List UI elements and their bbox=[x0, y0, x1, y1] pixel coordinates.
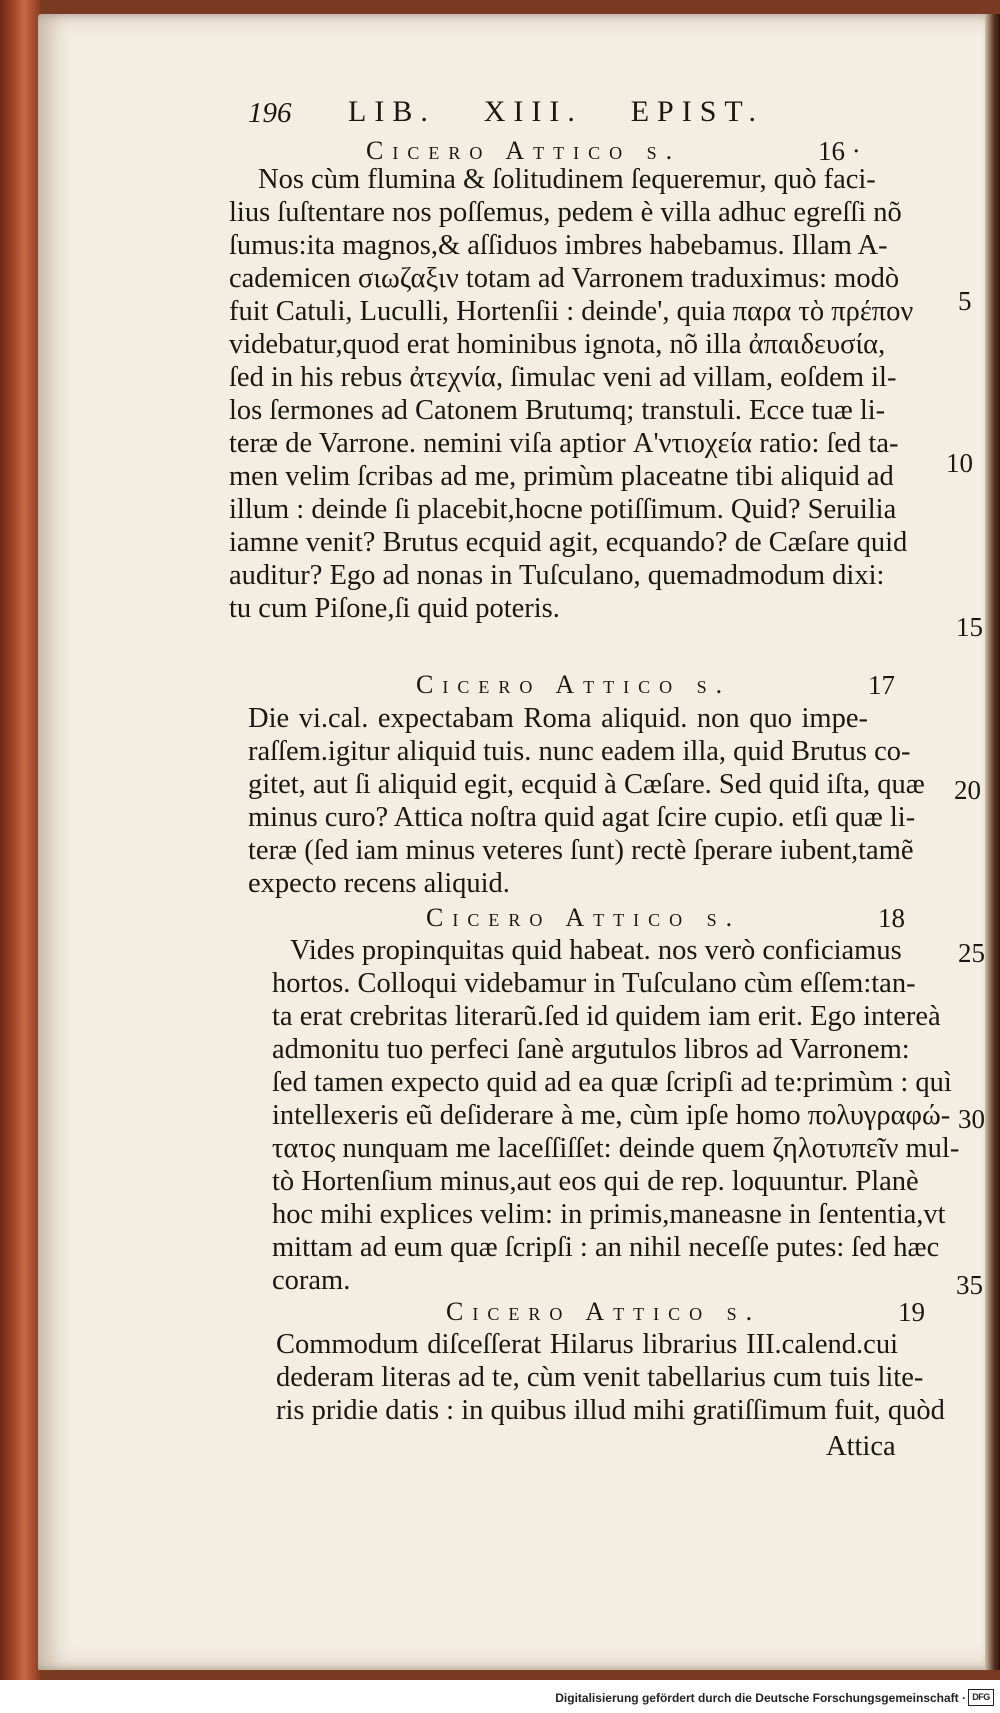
text-line: cademicen σιωζαξιν totam ad Varronem traduximus: modò bbox=[229, 263, 900, 294]
text-line: Vides propinquitas quid habeat. nos verò conficiamus bbox=[290, 935, 902, 966]
text-line: dederam literas ad te, cùm venit tabellarius cum tuis lite- bbox=[276, 1362, 924, 1393]
text-line: lius ſuſtentare nos poſſemus, pedem è villa adhuc egreſſi nõ bbox=[229, 197, 902, 228]
text-line: Commodum diſceſſerat Hilarus librarius III.calend.cui bbox=[276, 1329, 898, 1360]
page-number: 196 bbox=[248, 97, 292, 129]
text-line: iamne venit? Brutus ecquid agit, ecquando? de Cæſare quid bbox=[229, 527, 908, 558]
letter-heading: Cicero Attico s. bbox=[446, 1297, 762, 1326]
letter-number: 17 bbox=[868, 670, 895, 700]
letter-number: 19 bbox=[898, 1297, 925, 1327]
text-line: gitet, aut ſi aliquid egit, ecquid à Cæſare. Sed quid iſta, quæ bbox=[248, 769, 925, 800]
letter-number: 18 bbox=[878, 903, 905, 933]
footer-credit: Digitalisierung gefördert durch die Deutsche Forschungsgemeinschaft · bbox=[555, 1691, 966, 1705]
text-line: mittam ad eum quæ ſcripſi : an nihil neceſſe putes: ſed hæc bbox=[272, 1232, 940, 1263]
text-line: ſed tamen expecto quid ad ea quæ ſcripſi ad te:primùm : quì bbox=[272, 1067, 952, 1098]
margin-line-number: 15 bbox=[956, 612, 983, 642]
text-line: expecto recens aliquid. bbox=[248, 868, 510, 899]
text-line: ris pridie datis : in quibus illud mihi gratiſſimum fuit, quòd bbox=[276, 1395, 945, 1426]
margin-line-number: 20 bbox=[954, 775, 981, 805]
text-line: intellexeris eũ deſiderare à me, cùm ipſe homo πολυγραφώ- bbox=[272, 1100, 951, 1131]
text-line: admonitu tuo perfeci ſanè argutulos libros ad Varronem: bbox=[272, 1034, 910, 1065]
margin-line-number: 35 bbox=[956, 1270, 983, 1300]
text-line: minus curo? Attica noſtra quid agat ſcire cupio. etſi quæ li- bbox=[248, 802, 916, 833]
text-line: los ſermones ad Catonem Brutumq; transtuli. Ecce tuæ li- bbox=[229, 395, 886, 426]
text-line: men velim ſcribas ad me, primùm placeatne tibi aliquid ad bbox=[229, 461, 894, 492]
text-line: raſſem.igitur aliquid tuis. nunc eadem illa, quid Brutus co- bbox=[248, 736, 911, 767]
text-line: illum : deinde ſi placebit,hocne potiſſimum. Quid? Seruilia bbox=[229, 494, 897, 525]
margin-line-number: 25 bbox=[958, 938, 985, 968]
book-cover-edge bbox=[0, 0, 40, 1680]
text-line: videbatur,quod erat hominibus ignota, nõ illa ἀπαιδευσία, bbox=[229, 329, 886, 360]
text-line: τατος nunquam me laceſſiſſet: deinde quem ζηλοτυπεῖν mul- bbox=[272, 1133, 960, 1164]
running-head-title: LIB. XIII. EPIST. bbox=[348, 95, 764, 128]
text-line: ſed in his rebus ἀτεχνία, ſimulac veni ad villam, eoſdem il- bbox=[229, 362, 897, 393]
text-line: teræ (ſed iam minus veteres ſunt) rectè ſperare iubent,tamẽ bbox=[248, 835, 914, 866]
text-line: tò Hortenſium minus,aut eos qui de rep. loquuntur. Planè bbox=[272, 1166, 919, 1197]
text-line: Nos cùm flumina & ſolitudinem ſequeremur, quò faci- bbox=[258, 164, 876, 195]
text-line: hortos. Colloqui videbamur in Tuſculano cùm eſſem:tan- bbox=[272, 968, 916, 999]
text-line: tu cum Piſone,ſi quid poteris. bbox=[229, 593, 560, 624]
text-line: Die vi.cal. expectabam Roma aliquid. non quo impe- bbox=[248, 703, 868, 734]
text-line: ſumus:ita magnos,& aſſiduos imbres habebamus. Illam A- bbox=[229, 230, 888, 261]
letter-heading: Cicero Attico s. bbox=[416, 670, 732, 699]
page-edge-shadow bbox=[985, 14, 1000, 1670]
letter-heading: Cicero Attico s. bbox=[366, 136, 682, 165]
dfg-logo: DFG bbox=[968, 1689, 994, 1706]
letter-heading: Cicero Attico s. bbox=[426, 903, 742, 932]
text-line: fuit Catuli, Luculli, Hortenſii : deinde', quia παρα τὸ πρέπον bbox=[229, 296, 914, 327]
text-line: hoc mihi explices velim: in primis,maneasne in ſententia,vt bbox=[272, 1199, 946, 1230]
catchword: Attica bbox=[826, 1431, 896, 1462]
margin-line-number: 10 bbox=[946, 448, 973, 478]
text-line: auditur? Ego ad nonas in Tuſculano, quemadmodum dixi: bbox=[229, 560, 885, 591]
margin-line-number: 5 bbox=[958, 286, 972, 316]
margin-line-number: 30 bbox=[958, 1104, 985, 1134]
text-line: teræ de Varrone. nemini viſa aptior Α'ντιοχεία ratio: ſed ta- bbox=[229, 428, 899, 459]
text-line: ta erat crebritas literarũ.ſed id quidem iam erit. Ego intereà bbox=[272, 1001, 941, 1032]
letter-number: 16 · bbox=[818, 136, 861, 166]
text-line: coram. bbox=[272, 1265, 351, 1296]
